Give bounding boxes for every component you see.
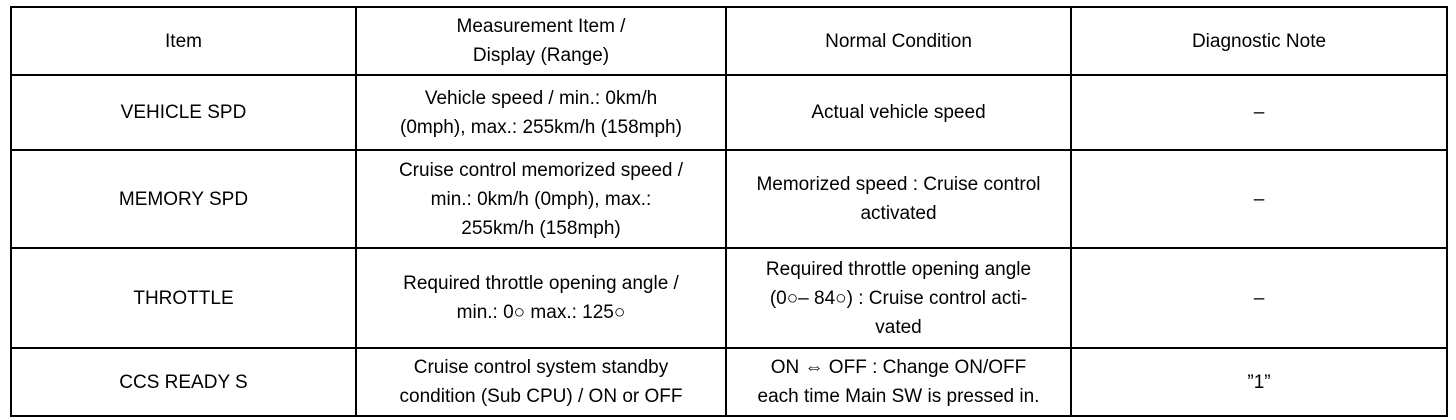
measurement-line: 255km/h (158mph) <box>461 217 621 239</box>
table-row <box>11 348 1447 416</box>
table-row <box>11 248 1447 348</box>
measurement-line: (0mph), max.: 255km/h (158mph) <box>400 116 682 138</box>
measurement-line: Required throttle opening angle / <box>403 273 679 294</box>
normal-condition-line: (0○– 84○) : Cruise control acti- <box>769 287 1028 309</box>
normal-condition-cell <box>726 75 1071 150</box>
diagnostic-note-cell: – <box>1071 150 1447 248</box>
header-item: Item <box>11 7 356 75</box>
measurement-cell <box>356 248 726 348</box>
measurement-line: Cruise control system standby <box>413 357 669 378</box>
item-cell: MEMORY SPD <box>11 150 356 248</box>
measurement-line: Vehicle speed / min.: 0km/h <box>424 87 658 109</box>
diagnostic-note-cell: – <box>1071 248 1447 348</box>
diagnostic-note-cell: – <box>1071 75 1447 150</box>
header-row <box>11 7 1447 75</box>
normal-condition-line: vated <box>875 316 922 338</box>
header-measurement-line2: Display (Range) <box>472 45 610 66</box>
table-row <box>11 75 1447 150</box>
item-cell: VEHICLE SPD <box>11 75 356 150</box>
item-cell: CCS READY S <box>11 348 356 416</box>
measurement-cell <box>356 75 726 150</box>
item-cell: THROTTLE <box>11 248 356 348</box>
normal-condition-line: each time Main SW is pressed in. <box>757 386 1040 407</box>
normal-condition-line: Memorized speed : Cruise control <box>756 174 1041 195</box>
header-normal-condition: Normal Condition <box>726 7 1071 75</box>
measurement-line: min.: 0km/h (0mph), max.: <box>430 188 652 210</box>
header-measurement-line1: Measurement Item / <box>456 16 626 37</box>
normal-condition-cell <box>726 150 1071 248</box>
measurement-cell <box>356 348 726 416</box>
normal-condition-cell <box>726 248 1071 348</box>
measurement-cell <box>356 150 726 248</box>
header-diagnostic-note: Diagnostic Note <box>1071 7 1447 75</box>
diagnostic-note-cell: ”1” <box>1071 348 1447 416</box>
measurement-line: Cruise control memorized speed / <box>398 159 684 181</box>
table-row <box>11 150 1447 248</box>
measurement-line: condition (Sub CPU) / ON or OFF <box>399 386 683 407</box>
header-measurement <box>356 7 726 75</box>
normal-condition-cell <box>726 348 1071 416</box>
normal-condition-line: ON ⇔ OFF : Change ON/OFF <box>770 357 1027 378</box>
normal-condition-line: Required throttle opening angle <box>765 258 1032 280</box>
normal-condition-line: activated <box>860 203 937 224</box>
measurement-line: min.: 0○ max.: 125○ <box>456 302 626 323</box>
diagnostic-table <box>10 6 1448 417</box>
normal-condition-line: Actual vehicle speed <box>811 102 986 123</box>
